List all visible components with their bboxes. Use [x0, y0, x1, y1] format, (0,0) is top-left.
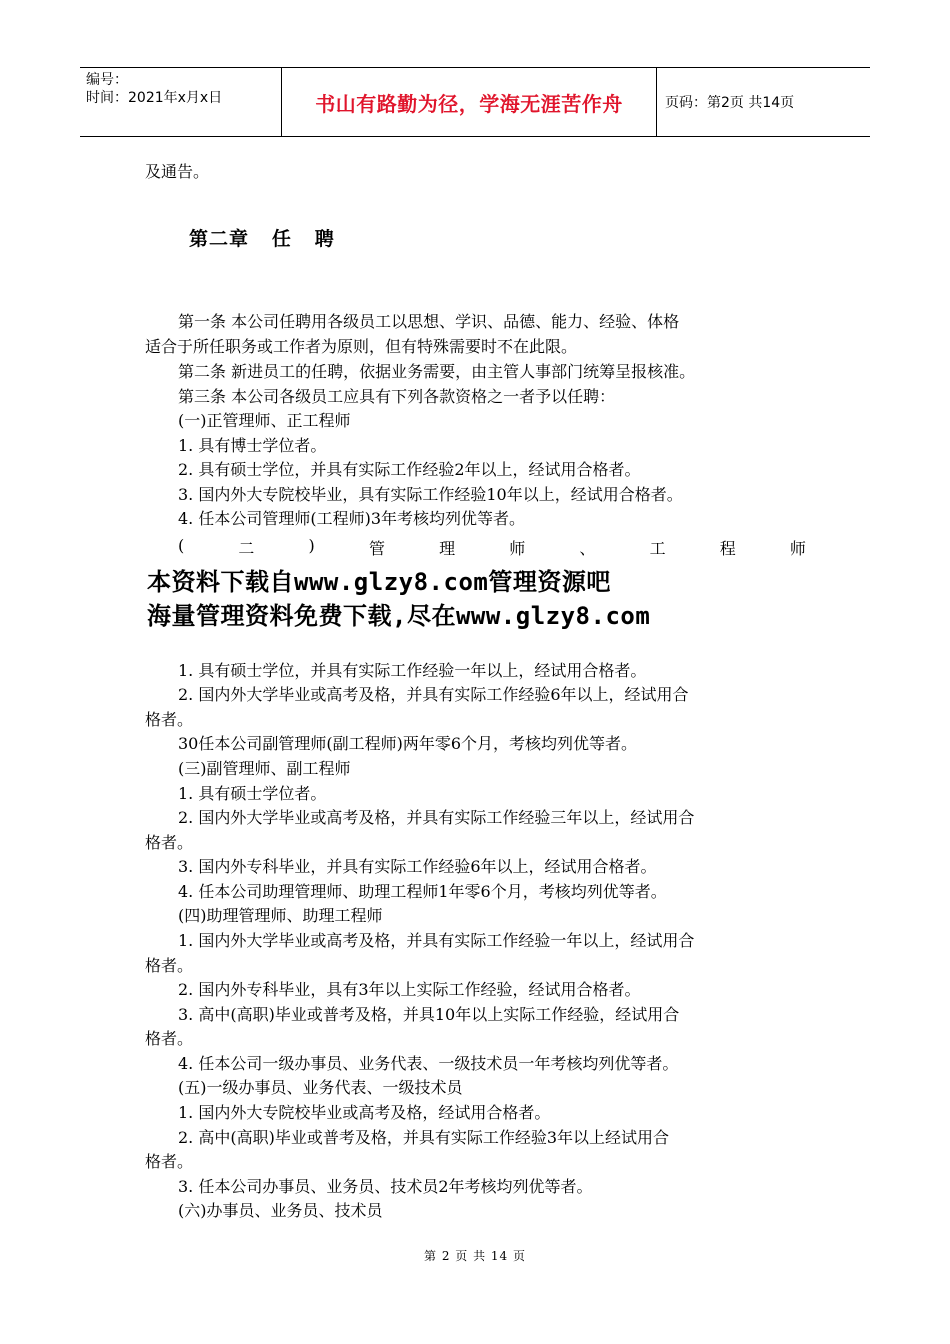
- header-date: 时间：2021年x月x日: [86, 90, 223, 106]
- spread-char: 师: [789, 539, 806, 558]
- paragraph-line: 格者。: [145, 1152, 194, 1171]
- spread-char: 师: [509, 539, 526, 558]
- paragraph-line: 1. 国内外大学毕业或高考及格，并具有实际工作经验一年以上，经试用合: [178, 931, 695, 950]
- spread-char: 管: [368, 539, 385, 558]
- paragraph-line: 4. 任本公司一级办事员、业务代表、一级技术员一年考核均列优等者。: [178, 1054, 679, 1073]
- paragraph-line: (三)副管理师、副工程师: [178, 759, 351, 778]
- section-heading-spread: [178, 536, 806, 559]
- page-footer: 第 2 页 共 14 页: [424, 1249, 526, 1263]
- header-slogan: 书山有路勤为径，学海无涯苦作舟: [281, 68, 657, 136]
- page-header: [80, 67, 870, 137]
- paragraph-line: 30任本公司副管理师(副工程师)两年零6个月，考核均列优等者。: [178, 734, 638, 753]
- paragraph-line: 1. 国内外大专院校毕业或高考及格，经试用合格者。: [178, 1103, 551, 1122]
- paragraph-line: 3. 高中(高职)毕业或普考及格，并具10年以上实际工作经验，经试用合: [178, 1005, 680, 1024]
- watermark-ad-line: 海量管理资料免费下载,尽在www.glzy8.com: [147, 602, 651, 630]
- paragraph-line: 1. 具有硕士学位者。: [178, 784, 327, 803]
- spread-char: 工: [649, 539, 666, 558]
- paragraph-line: 2. 具有硕士学位，并具有实际工作经验2年以上，经试用合格者。: [178, 460, 641, 479]
- paragraph-line: 3. 任本公司办事员、业务员、技术员2年考核均列优等者。: [178, 1177, 593, 1196]
- spread-char: 、: [579, 539, 596, 558]
- paragraph-line: 第一条 本公司任聘用各级员工以思想、学识、品德、能力、经验、体格: [178, 312, 680, 331]
- paragraph-line: 3. 国内外大专院校毕业，具有实际工作经验10年以上，经试用合格者。: [178, 485, 683, 504]
- paragraph-line: 4. 任本公司管理师(工程师)3年考核均列优等者。: [178, 509, 526, 528]
- chapter-title: 第二章 任 聘: [189, 228, 335, 250]
- header-page-number: 页码：第2页 共14页: [665, 95, 795, 111]
- spread-char: (: [178, 536, 185, 555]
- paragraph-line: 3. 国内外专科毕业，并具有实际工作经验6年以上，经试用合格者。: [178, 857, 657, 876]
- paragraph-line: 适合于所任职务或工作者为原则，但有特殊需要时不在此限。: [145, 337, 578, 356]
- paragraph-line: 格者。: [145, 833, 194, 852]
- paragraph-line: (一)正管理师、正工程师: [178, 411, 351, 430]
- intro-text: 及通告。: [145, 162, 210, 181]
- header-number: 编号：: [86, 72, 128, 88]
- paragraph-line: (四)助理管理师、助理工程师: [178, 906, 383, 925]
- paragraph-line: 1. 具有博士学位者。: [178, 436, 327, 455]
- watermark-ad-line: 本资料下载自www.glzy8.com管理资源吧: [147, 568, 611, 596]
- header-meta: [80, 68, 281, 136]
- paragraph-line: 4. 任本公司助理管理师、助理工程师1年零6个月，考核均列优等者。: [178, 882, 667, 901]
- spread-char: ): [308, 536, 315, 555]
- paragraph-line: 格者。: [145, 710, 194, 729]
- paragraph-line: 2. 国内外专科毕业，具有3年以上实际工作经验，经试用合格者。: [178, 980, 641, 999]
- paragraph-line: 格者。: [145, 1029, 194, 1048]
- paragraph-line: 第二条 新进员工的任聘，依据业务需要，由主管人事部门统筹呈报核准。: [178, 362, 696, 381]
- spread-char: 程: [719, 539, 736, 558]
- paragraph-line: (五)一级办事员、业务代表、一级技术员: [178, 1078, 463, 1097]
- paragraph-line: (六)办事员、业务员、技术员: [178, 1201, 383, 1220]
- paragraph-line: 第三条 本公司各级员工应具有下列各款资格之一者予以任聘：: [178, 387, 616, 406]
- paragraph-line: 2. 国内外大学毕业或高考及格，并具有实际工作经验三年以上，经试用合: [178, 808, 695, 827]
- paragraph-line: 1. 具有硕士学位，并具有实际工作经验一年以上，经试用合格者。: [178, 661, 647, 680]
- paragraph-line: 格者。: [145, 956, 194, 975]
- spread-char: 理: [439, 539, 456, 558]
- paragraph-line: 2. 高中(高职)毕业或普考及格，并具有实际工作经验3年以上经试用合: [178, 1128, 670, 1147]
- spread-char: 二: [238, 539, 255, 558]
- paragraph-line: 2. 国内外大学毕业或高考及格，并具有实际工作经验6年以上，经试用合: [178, 685, 689, 704]
